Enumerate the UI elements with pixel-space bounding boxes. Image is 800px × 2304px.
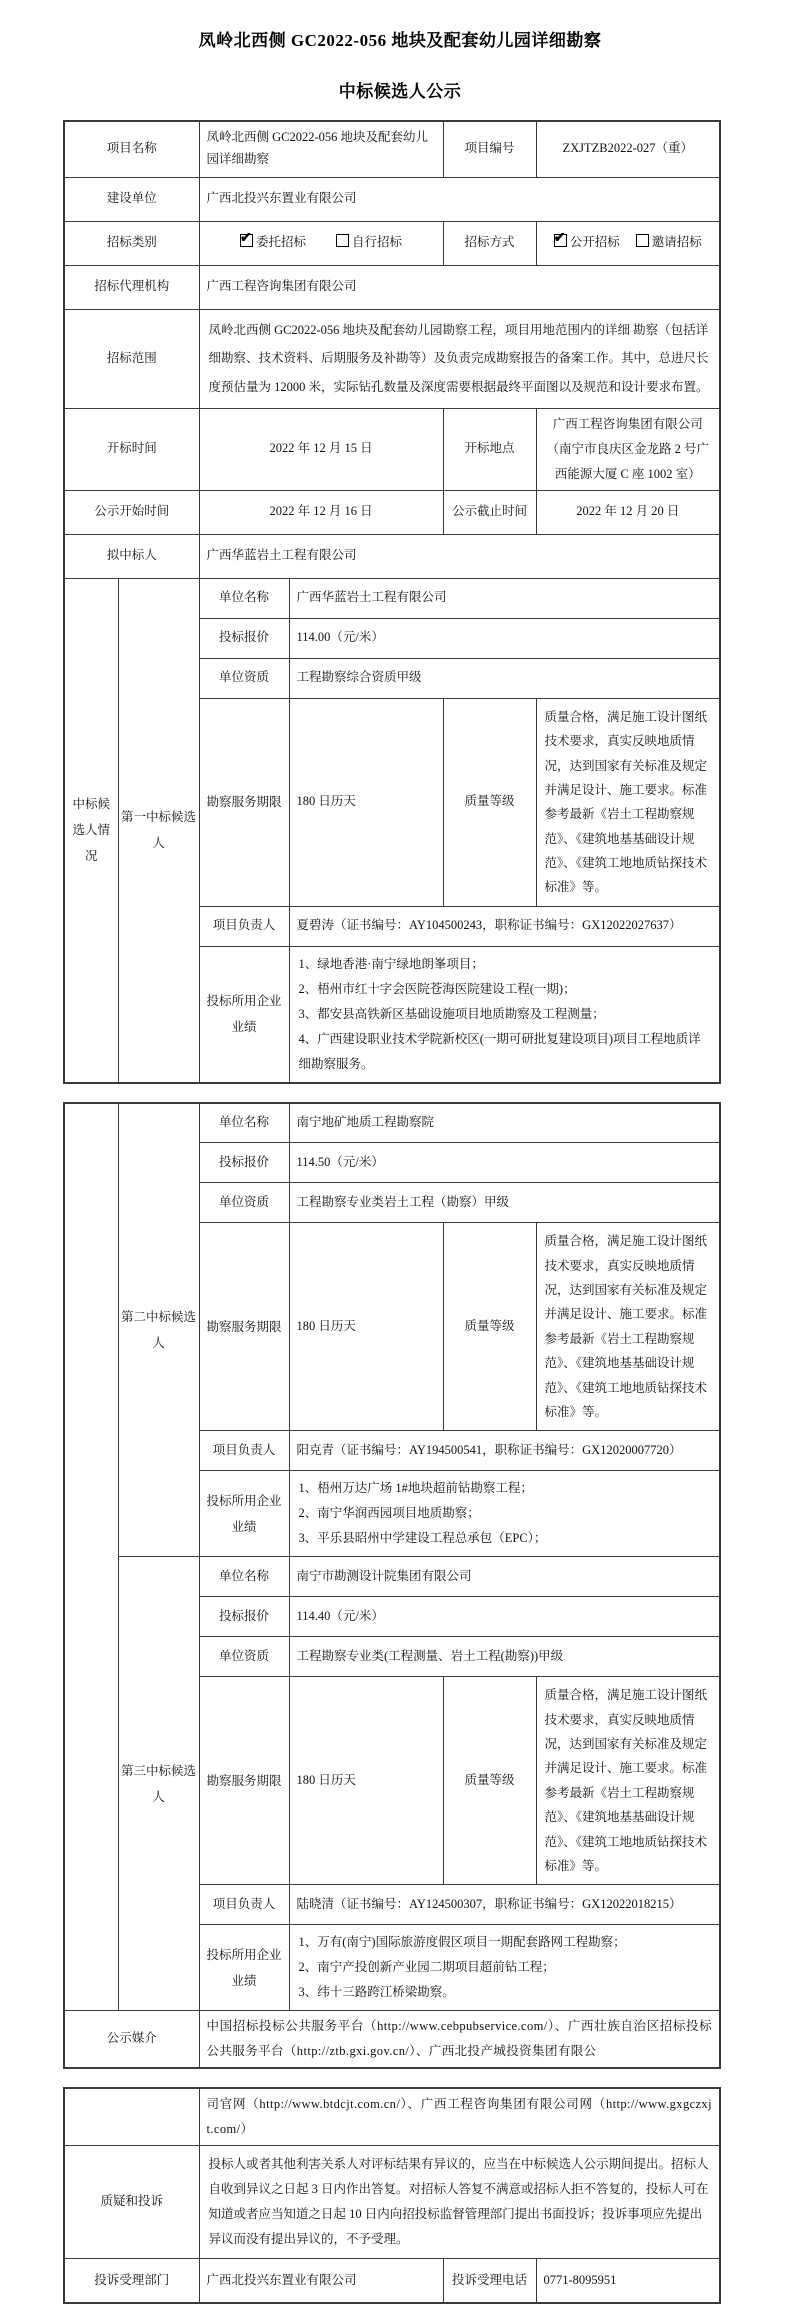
scope-label: 招标范围	[64, 309, 199, 408]
quality-grade-label: 质量等级	[443, 1677, 536, 1885]
candidate-1-service-period: 180 日历天	[289, 698, 443, 906]
publicity-start-value: 2022 年 12 月 16 日	[199, 490, 443, 534]
agency-label: 招标代理机构	[64, 265, 199, 309]
achievement-item: 3、纬十三路跨江桥梁勘察。	[298, 1985, 455, 2000]
objection-label: 质疑和投诉	[64, 2146, 199, 2259]
footer-table	[63, 2087, 721, 2304]
empty-label-cell	[64, 2088, 199, 2146]
candidate-2-qualification: 工程勘察专业类岩土工程（勘察）甲级	[289, 1183, 720, 1223]
candidate-3-achievements	[289, 1925, 720, 2011]
publicity-media-continued-value: 司官网（http://www.btdcjt.com.cn/）、广西工程咨询集团有限公司网（http://www.gxgczxjt.com/）	[199, 2088, 720, 2146]
candidates-section-continued-cell	[64, 1103, 118, 2011]
candidate-3-price: 114.40（元/米）	[289, 1597, 720, 1637]
candidate-3-qualification: 工程勘察专业类(工程测量、岩土工程(勘察))甲级	[289, 1637, 720, 1677]
checkbox-unchecked-icon	[336, 234, 349, 247]
service-period-label: 勘察服务期限	[199, 1223, 289, 1431]
candidate-3-quality-grade: 质量合格，满足施工设计图纸技术要求，真实反映地质情况，达到国家有关标准及规定并满足设计、施工要求。标准参考最新《岩土工程勘察规范》、《建筑地基基础设计规范》、《建筑工地地质钻探技术标准》等。	[536, 1677, 720, 1885]
candidate-2-price: 114.50（元/米）	[289, 1143, 720, 1183]
candidate-3-rank-label: 第三中标候选人	[118, 1557, 199, 2011]
checkbox-unchecked-icon	[636, 234, 649, 247]
achievement-item: 4、广西建设职业技术学院新校区(一期可研批复建设项目)项目工程地质详细勘察服务。	[298, 1031, 701, 1071]
tender-method-value	[536, 221, 720, 265]
bid-price-label: 投标报价	[199, 618, 289, 658]
tender-method-option-open: ✔ 公开招标	[554, 232, 620, 254]
project-code-value: ZXJTZB2022-027（重）	[536, 121, 720, 177]
unit-name-label: 单位名称	[199, 1557, 289, 1597]
unit-qualification-label: 单位资质	[199, 1637, 289, 1677]
agency-value: 广西工程咨询集团有限公司	[199, 265, 720, 309]
doc-title-line2: 中标候选人公示	[338, 82, 462, 101]
achievements-label: 投标所用企业业绩	[199, 946, 289, 1083]
candidate-1-price: 114.00（元/米）	[289, 618, 720, 658]
checkbox-checked-icon	[240, 234, 253, 247]
project-name-value: 凤岭北西侧 GC2022-056 地块及配套幼儿园详细勘察	[199, 121, 443, 177]
project-manager-label: 项目负责人	[199, 1885, 289, 1925]
candidate-3-manager: 陆晓清（证书编号：AY124500307，职称证书编号：GX12022018215）	[289, 1885, 720, 1925]
bid-price-label: 投标报价	[199, 1597, 289, 1637]
owner-label: 建设单位	[64, 177, 199, 221]
owner-value: 广西北投兴东置业有限公司	[199, 177, 720, 221]
tender-category-value	[199, 221, 443, 265]
candidate-2-quality-grade: 质量合格，满足施工设计图纸技术要求，真实反映地质情况，达到国家有关标准及规定并满足设计、施工要求。标准参考最新《岩土工程勘察规范》、《建筑地基基础设计规范》、《建筑工地地质钻探技术标准》等。	[536, 1223, 720, 1431]
publicity-end-label: 公示截止时间	[443, 490, 536, 534]
publicity-media-value: 中国招标投标公共服务平台（http://www.cebpubservice.com/）、广西壮族自治区招标投标公共服务平台（http://ztb.gxi.gov.cn/）、广西北投产城投资集团有限公	[199, 2011, 720, 2069]
candidate-1-quality-grade: 质量合格，满足施工设计图纸技术要求，真实反映地质情况，达到国家有关标准及规定并满足设计、施工要求。标准参考最新《岩土工程勘察规范》、《建筑地基基础设计规范》、《建筑工地地质钻探技术标准》等。	[536, 698, 720, 906]
complaint-phone-value: 0771-8095951	[536, 2259, 720, 2303]
bid-open-place-label: 开标地点	[443, 408, 536, 490]
project-manager-label: 项目负责人	[199, 1431, 289, 1471]
achievement-item: 3、平乐县昭州中学建设工程总承包（EPC）；	[298, 1531, 547, 1546]
achievement-item: 1、绿地香港·南宁绿地朗峯项目；	[298, 956, 484, 971]
achievement-item: 1、梧州万达广场 1#地块超前钻勘察工程；	[298, 1481, 533, 1496]
publicity-media-label: 公示媒介	[64, 2011, 199, 2069]
achievement-item: 1、万有(南宁)国际旅游度假区项目一期配套路网工程勘察；	[298, 1935, 626, 1950]
achievement-item: 2、南宁产投创新产业园二期项目超前钻工程；	[298, 1960, 555, 1975]
candidate-1-name: 广西华蓝岩土工程有限公司	[289, 578, 720, 618]
tender-category-option-self: 自行招标	[336, 232, 402, 254]
candidate-2-service-period: 180 日历天	[289, 1223, 443, 1431]
achievement-item: 3、都安县高铁新区基础设施项目地质勘察及工程测量；	[298, 1006, 605, 1021]
scope-value: 凤岭北西侧 GC2022-056 地块及配套幼儿园勘察工程，项目用地范围内的详细 勘察（包括详细勘察、技术资料、后期服务及补勘等）及负责完成勘察报告的备案工作。其中，总进尺长度预估量为 12000 米，实际钻孔数量及深度需要根据最终平面图以及规范和设计要求布置。	[199, 309, 720, 408]
tender-category-option-entrusted: ✔ 委托招标	[240, 232, 306, 254]
project-code-label: 项目编号	[443, 121, 536, 177]
checkbox-checked-icon	[554, 234, 567, 247]
project-manager-label: 项目负责人	[199, 906, 289, 946]
candidate-1-qualification: 工程勘察综合资质甲级	[289, 658, 720, 698]
candidate-2-name: 南宁地矿地质工程勘察院	[289, 1103, 720, 1143]
candidates-table	[63, 1102, 721, 2070]
bid-open-time-value: 2022 年 12 月 15 日	[199, 408, 443, 490]
tender-category-label: 招标类别	[64, 221, 199, 265]
doc-title-line1: 凤岭北西侧 GC2022-056 地块及配套幼儿园详细勘察	[198, 31, 602, 50]
candidate-1-manager: 夏碧涛（证书编号：AY104500243，职称证书编号：GX12022027637）	[289, 906, 720, 946]
candidate-2-manager: 阳克青（证书编号：AY194500541，职称证书编号：GX12020007720）	[289, 1431, 720, 1471]
bid-open-time-label: 开标时间	[64, 408, 199, 490]
candidate-3-service-period: 180 日历天	[289, 1677, 443, 1885]
unit-name-label: 单位名称	[199, 1103, 289, 1143]
achievements-label: 投标所用企业业绩	[199, 1471, 289, 1557]
bid-price-label: 投标报价	[199, 1143, 289, 1183]
achievement-item: 2、南宁华润西园项目地质勘察；	[298, 1506, 480, 1521]
tender-method-option-invited: 邀请招标	[636, 232, 702, 254]
quality-grade-label: 质量等级	[443, 698, 536, 906]
objection-value: 投标人或者其他利害关系人对评标结果有异议的，应当在中标候选人公示期间提出。招标人自收到异议之日起 3 日内作出答复。对招标人答复不满意或招标人拒不答复的，投标人可在知道或者应当知道之日起 10 日内向招投标监督管理部门提出书面投诉；投诉事项应先提出异议而没有提出异议的，不予受理。	[199, 2146, 720, 2259]
candidates-section-label: 中标候选人情况	[64, 578, 118, 1083]
quality-grade-label: 质量等级	[443, 1223, 536, 1431]
service-period-label: 勘察服务期限	[199, 698, 289, 906]
candidate-2-achievements	[289, 1471, 720, 1557]
complaint-phone-label: 投诉受理电话	[443, 2259, 536, 2303]
unit-qualification-label: 单位资质	[199, 1183, 289, 1223]
unit-name-label: 单位名称	[199, 578, 289, 618]
achievements-label: 投标所用企业业绩	[199, 1925, 289, 2011]
candidate-1-achievements	[289, 946, 720, 1083]
publicity-end-value: 2022 年 12 月 20 日	[536, 490, 720, 534]
achievement-item: 2、梧州市红十字会医院苍海医院建设工程(一期)；	[298, 981, 576, 996]
tender-method-label: 招标方式	[443, 221, 536, 265]
project-name-label: 项目名称	[64, 121, 199, 177]
candidate-1-rank-label: 第一中标候选人	[118, 578, 199, 1083]
candidate-2-rank-label: 第二中标候选人	[118, 1103, 199, 1557]
candidate-3-name: 南宁市勘测设计院集团有限公司	[289, 1557, 720, 1597]
project-info-table	[63, 120, 721, 1084]
publicity-start-label: 公示开始时间	[64, 490, 199, 534]
proposed-winner-label: 拟中标人	[64, 534, 199, 578]
complaint-dept-value: 广西北投兴东置业有限公司	[199, 2259, 443, 2303]
service-period-label: 勘察服务期限	[199, 1677, 289, 1885]
proposed-winner-value: 广西华蓝岩土工程有限公司	[199, 534, 720, 578]
unit-qualification-label: 单位资质	[199, 658, 289, 698]
complaint-dept-label: 投诉受理部门	[64, 2259, 199, 2303]
bid-open-place-value: 广西工程咨询集团有限公司（南宁市良庆区金龙路 2 号广西能源大厦 C 座 1002 室）	[536, 408, 720, 490]
